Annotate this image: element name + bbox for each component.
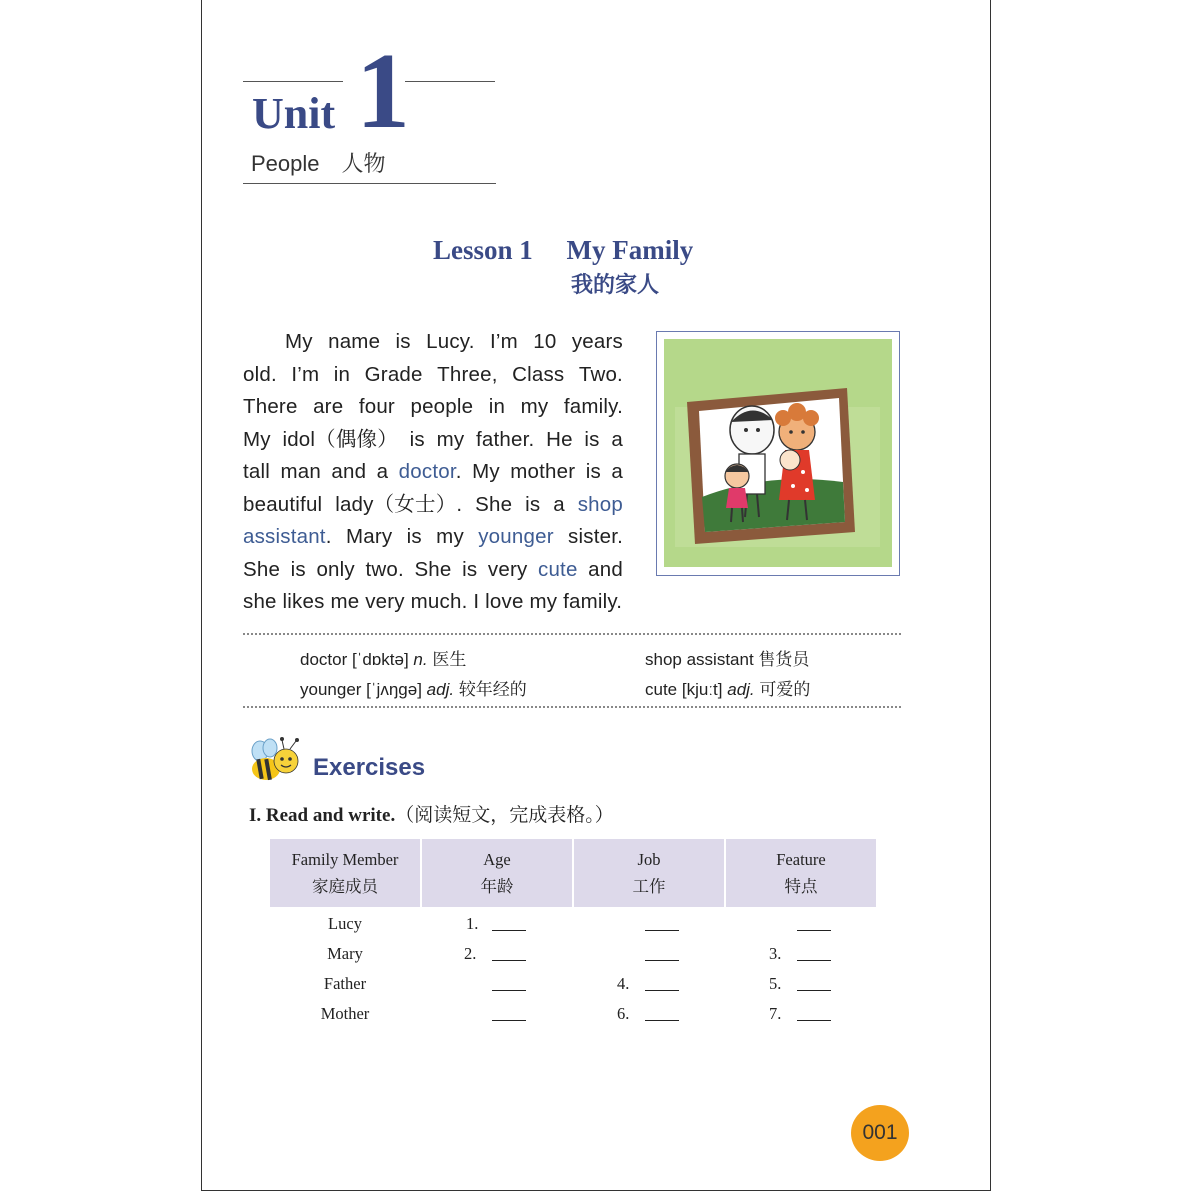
unit-rule-left	[243, 81, 343, 82]
passage-word: beautiful	[243, 492, 323, 516]
passage-word: I’m	[291, 362, 320, 386]
passage-word: in	[488, 395, 506, 418]
passage-word: My	[285, 330, 313, 353]
header-en: Age	[483, 850, 511, 869]
vocab-highlight: younger	[478, 525, 554, 548]
vocab-highlight: assistant	[243, 525, 326, 548]
passage-line	[243, 554, 623, 587]
header-en: Job	[637, 850, 661, 869]
answer-4-label: 4.	[617, 974, 630, 993]
reading-passage	[243, 326, 623, 619]
header-job-text	[574, 846, 724, 900]
answer-1-blank[interactable]	[492, 930, 526, 931]
passage-word: He	[546, 427, 573, 451]
passage-word	[478, 521, 553, 554]
answer-2-blank[interactable]	[492, 960, 526, 961]
passage-word: is	[290, 557, 306, 581]
passage-word: a	[611, 460, 623, 483]
passage-word: There	[243, 395, 298, 418]
passage-word: is	[395, 330, 411, 353]
family-portrait-icon	[657, 332, 898, 574]
passage-word: Two.	[578, 362, 623, 386]
mother-age-blank[interactable]	[492, 1020, 526, 1021]
passage-word: years	[571, 330, 623, 353]
passage-word: is	[462, 557, 478, 581]
passage-word: doctor.	[398, 460, 462, 483]
row-member-lucy: Lucy	[328, 914, 362, 933]
passage-word: my	[520, 395, 549, 418]
passage-line	[243, 424, 623, 457]
answer-4-blank[interactable]	[645, 990, 679, 991]
vocab-pos: adj.	[727, 680, 755, 699]
passage-word: Mary	[345, 525, 393, 548]
passage-line	[243, 586, 623, 619]
unit-number: 1	[356, 32, 410, 151]
vocab-word: cute	[645, 680, 678, 699]
passage-word: name	[328, 330, 381, 353]
passage-word: four	[358, 395, 395, 418]
answer-6-label: 6.	[617, 1004, 630, 1023]
vocab-meaning: 可爱的	[759, 680, 811, 699]
vocab-item-doctor	[300, 645, 466, 670]
answer-1-label: 1.	[466, 914, 479, 933]
passage-word: Class	[512, 362, 565, 386]
vocab-item-shop-assistant	[645, 645, 809, 670]
passage-word: man	[280, 460, 321, 483]
vocab-item-cute	[645, 675, 810, 700]
passage-word: a	[376, 460, 389, 483]
passage-line	[243, 521, 623, 554]
row-member-mary: Mary	[327, 944, 363, 963]
answer-6-blank[interactable]	[645, 1020, 679, 1021]
vocab-pos: n.	[413, 650, 428, 669]
father-age-blank[interactable]	[492, 990, 526, 991]
answer-3-blank[interactable]	[797, 960, 831, 961]
passage-line	[243, 489, 623, 522]
header-en: Feature	[776, 850, 826, 869]
bee-icon	[246, 735, 306, 785]
exercise-label-cn: （阅读短文，完成表格。）	[395, 805, 614, 826]
vocab-phonetic: [ˈdɒktə]	[351, 650, 409, 669]
row-member-mother: Mother	[320, 1004, 370, 1023]
passage-word: people	[410, 395, 474, 418]
vocab-divider-bottom	[243, 706, 901, 708]
passage-word: two.	[365, 557, 404, 581]
passage-word: in	[333, 362, 351, 386]
passage-word	[578, 489, 623, 522]
passage-word: mother	[510, 460, 576, 483]
mary-job-blank[interactable]	[645, 960, 679, 961]
passage-word: She	[475, 492, 513, 516]
header-feature-text	[726, 846, 876, 900]
vocab-divider-top	[243, 633, 901, 635]
passage-word: I’m	[489, 330, 518, 353]
passage-word: is	[585, 460, 601, 483]
passage-word: father.	[476, 427, 535, 451]
unit-rule-bottom	[243, 183, 496, 184]
vocab-word: shop assistant	[645, 650, 754, 669]
passage-word: my	[436, 525, 464, 548]
answer-2-label: 2.	[464, 944, 477, 963]
answer-5-label: 5.	[769, 974, 782, 993]
passage-word: assistant.	[243, 525, 332, 548]
passage-word: tall	[243, 460, 271, 483]
passage-word: is	[584, 427, 600, 451]
exercise-label: I. Read and write.	[249, 805, 396, 826]
passage-word: and	[588, 557, 623, 581]
passage-word: is	[406, 525, 422, 548]
lesson-title-cn: 我的家人	[571, 272, 660, 297]
header-age-text	[422, 846, 572, 900]
passage-word: my	[436, 427, 465, 451]
header-cn: 家庭成员	[312, 877, 378, 896]
passage-word	[538, 554, 578, 587]
vocab-item-younger	[300, 675, 527, 700]
vocab-phonetic: [kjuːt]	[681, 680, 723, 699]
vocab-pos: adj.	[426, 680, 455, 699]
vocab-highlight: doctor	[398, 460, 456, 483]
family-illustration	[656, 331, 900, 576]
passage-word: 10	[533, 330, 557, 353]
vocab-highlight: cute	[538, 557, 578, 581]
header-cn: 年龄	[480, 877, 514, 896]
passage-word: She	[414, 557, 452, 581]
answer-7-label: 7.	[769, 1004, 782, 1023]
unit-rule-right	[405, 81, 495, 82]
passage-word: She	[243, 557, 281, 581]
passage-word: old.	[243, 362, 277, 386]
passage-word: idol（偶像）	[282, 427, 398, 451]
passage-word: are	[313, 395, 344, 418]
exercise-instruction	[249, 800, 614, 827]
passage-word: and	[331, 460, 367, 483]
exercises-title: Exercises	[313, 754, 426, 781]
passage-word: Three,	[437, 362, 498, 386]
passage-line	[243, 359, 623, 392]
lucy-job-blank[interactable]	[645, 930, 679, 931]
passage-word: sister.	[568, 525, 623, 548]
header-cn: 工作	[632, 877, 666, 896]
vocab-meaning: 医生	[432, 650, 467, 669]
unit-subtitle: People 人物	[251, 151, 386, 176]
unit-label: Unit	[252, 89, 336, 138]
passage-word: a	[611, 427, 623, 451]
passage-word: lady（女士）.	[335, 492, 463, 516]
passage-word: Lucy.	[426, 330, 475, 353]
passage-line	[243, 391, 623, 424]
passage-word: family.	[563, 395, 623, 418]
passage-word: only	[316, 557, 355, 581]
lesson-title: Lesson 1 My Family	[433, 235, 694, 265]
header-member-text	[270, 846, 420, 900]
vocab-phonetic: [ˈjʌŋgə]	[366, 680, 422, 699]
answer-5-blank[interactable]	[797, 990, 831, 991]
passage-word: she likes me very much. I love my family.	[243, 590, 623, 613]
passage-line	[243, 456, 623, 489]
vocab-highlight: shop	[577, 492, 623, 516]
passage-word: My	[243, 427, 271, 451]
passage-word: a	[553, 492, 565, 516]
vocab-word: doctor	[300, 650, 348, 669]
lucy-feature-blank[interactable]	[797, 930, 831, 931]
vocab-meaning: 售货员	[758, 650, 810, 669]
row-member-father: Father	[323, 974, 367, 993]
passage-word: is	[409, 427, 425, 451]
answer-3-label: 3.	[769, 944, 782, 963]
header-en: Family Member	[291, 850, 399, 869]
vocab-word: younger	[300, 680, 362, 699]
vocab-meaning: 较年经的	[458, 680, 527, 699]
page-number-badge: 001	[851, 1105, 909, 1161]
passage-line	[243, 326, 623, 359]
header-cn: 特点	[784, 877, 818, 896]
passage-word: Grade	[364, 362, 423, 386]
answer-7-blank[interactable]	[797, 1020, 831, 1021]
passage-word: is	[525, 492, 541, 516]
passage-word: very	[487, 557, 528, 581]
passage-word: My	[472, 460, 500, 483]
